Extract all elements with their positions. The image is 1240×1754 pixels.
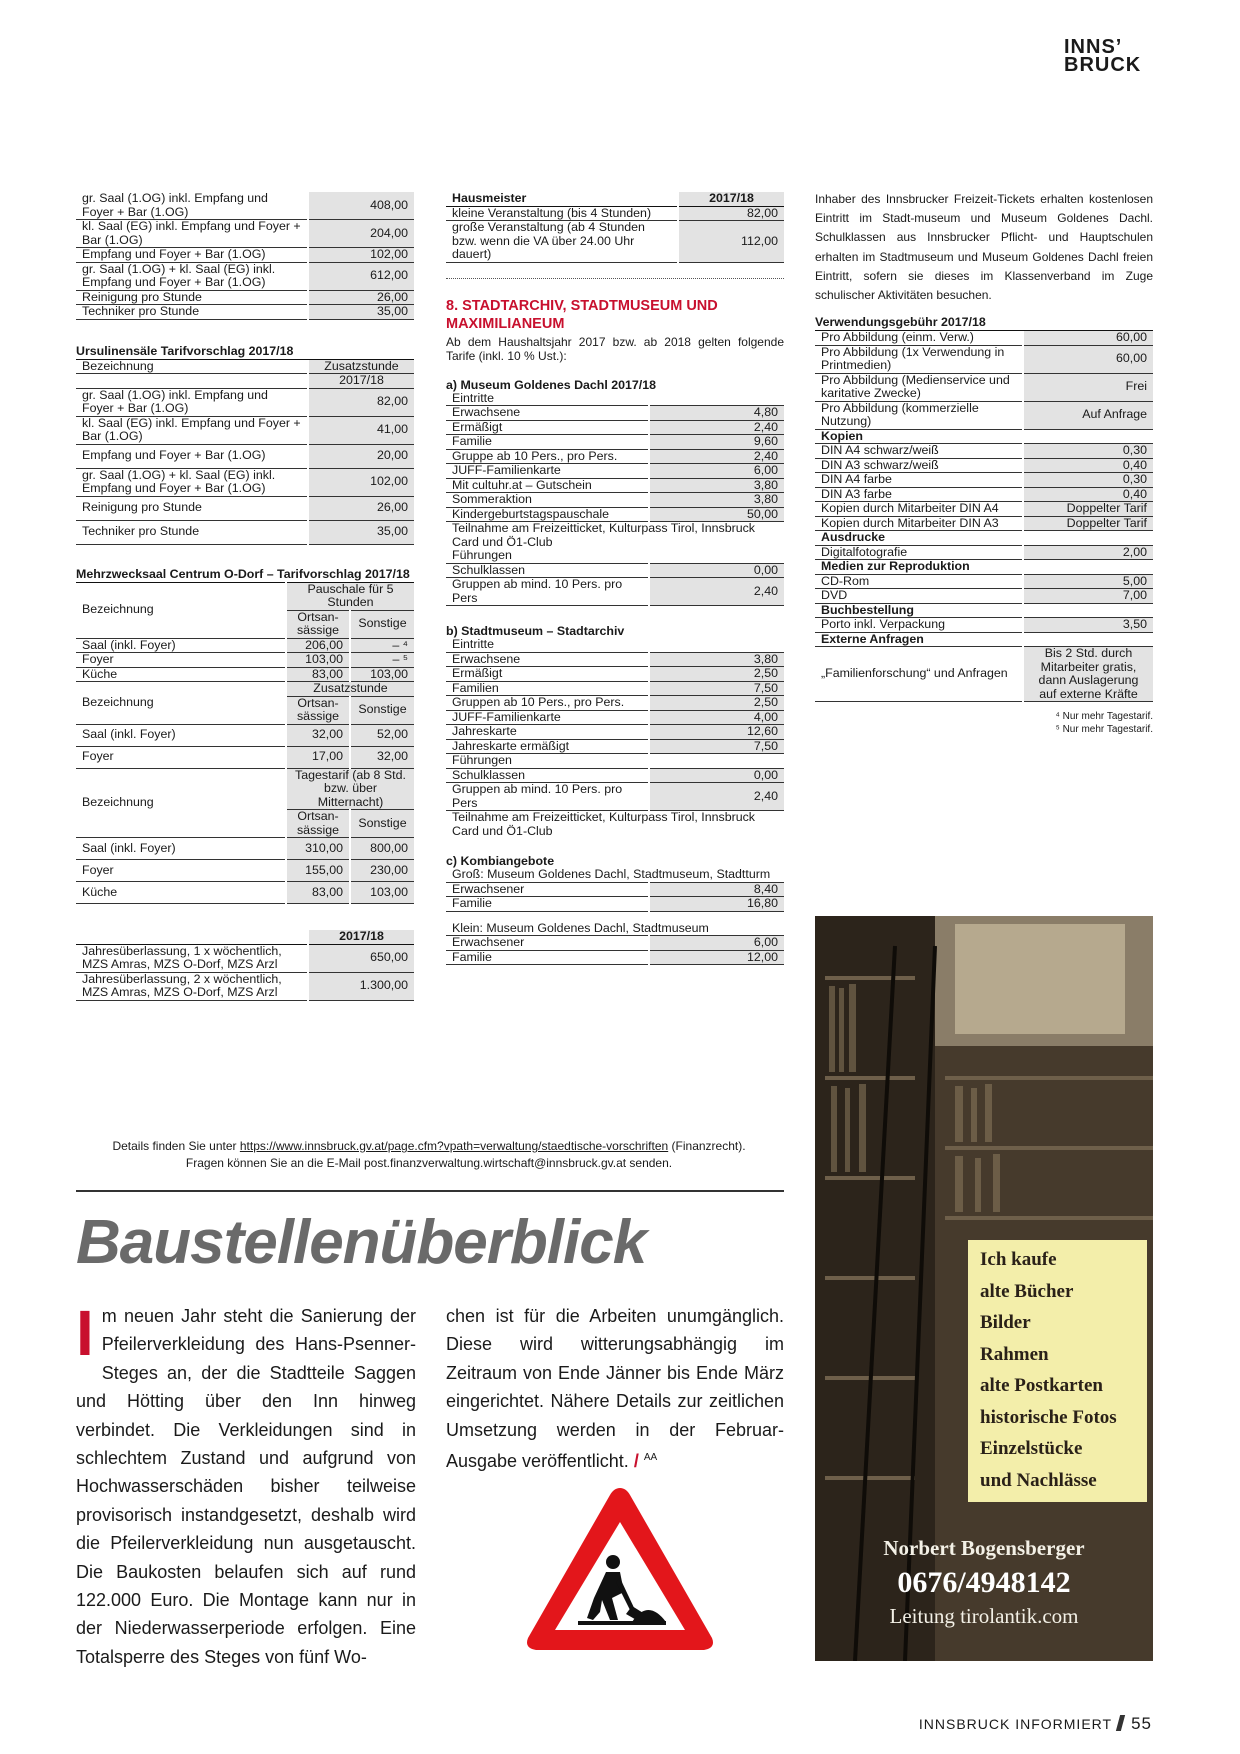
- table-row: [815, 487, 1153, 502]
- row-value: 60,00: [1023, 345, 1153, 373]
- table-row: [76, 944, 414, 972]
- row-value: 12,00: [649, 950, 784, 965]
- section-heading-stadtarchiv: 8. STADTARCHIV, STADTMUSEUM UND MAXIMILIANEUM: [446, 297, 718, 332]
- row-value-sonstige: 52,00: [350, 724, 414, 746]
- table-row: [446, 578, 784, 606]
- group-header: Zusatzstunde: [286, 682, 414, 697]
- row-value: 5,00: [1023, 574, 1153, 589]
- row-label: Saal (inkl. Foyer): [76, 638, 286, 653]
- row-label: Familie: [446, 950, 649, 965]
- table-row: [815, 589, 1153, 604]
- table-row: [76, 667, 414, 682]
- dotted-divider: [446, 263, 784, 279]
- table-row: [76, 290, 414, 305]
- row-value-ortsansaessige: 83,00: [286, 667, 350, 682]
- table-row: [446, 221, 784, 263]
- row-label: kl. Saal (EG) inkl. Empfang und Foyer + Bar (1.OG): [76, 220, 308, 248]
- table-row: [76, 388, 414, 416]
- row-value: 0,40: [1023, 458, 1153, 473]
- row-value: 6,00: [649, 936, 784, 951]
- row-label: Küche: [76, 882, 286, 904]
- row-value-ortsansaessige: 32,00: [286, 724, 350, 746]
- author-initials: AA: [643, 1452, 658, 1464]
- row-value-sonstige: 230,00: [350, 860, 414, 882]
- table-mehrzwecksaal: [76, 582, 414, 905]
- row-label: Familie: [446, 897, 649, 912]
- row-value: 2,50: [649, 667, 784, 682]
- row-label: Pro Abbildung (einm. Verw.): [815, 331, 1023, 345]
- row-value: 204,00: [308, 220, 414, 248]
- row-label: Jahreskarte: [446, 725, 649, 740]
- article-title: Baustellenüberblick: [76, 1208, 647, 1277]
- row-label: Jahreskarte ermäßigt: [446, 739, 649, 754]
- section-intro: Ab dem Haushaltsjahr 2017 bzw. ab 2018 gelten folgende Tarife (inkl. 10 % Ust.):: [446, 334, 784, 363]
- table-row: [76, 653, 414, 668]
- ursulinensaele-title: Ursulinensäle Tarifvorschlag 2017/18: [76, 344, 414, 360]
- row-label: Jahresüberlassung, 1 x wöchentlich, MZS Amras, MZS O-Dorf, MZS Arzl: [76, 944, 308, 972]
- row-label: Kopien durch Mitarbeiter DIN A3: [815, 516, 1023, 531]
- row-label: Reinigung pro Stunde: [76, 290, 308, 305]
- right-column: [815, 190, 1153, 736]
- table-row: [446, 783, 784, 811]
- row-label: Mit cultuhr.at – Gutschein: [446, 478, 649, 493]
- table-row: [76, 305, 414, 320]
- row-label: Pro Abbildung (kommerzielle Nutzung): [815, 401, 1023, 429]
- table-row: [446, 936, 784, 951]
- row-value: 2,40: [649, 449, 784, 464]
- group-header: Pauschale für 5 Stunden: [286, 582, 414, 610]
- row-label: Familien: [446, 681, 649, 696]
- table-row: [76, 860, 414, 882]
- row-value: 2,40: [649, 783, 784, 811]
- row-value: 0,40: [1023, 487, 1153, 502]
- row-label: große Veranstaltung (ab 4 Stunden bzw. wenn die VA über 24.00 Uhr dauert): [446, 221, 678, 263]
- row-label: DIN A3 farbe: [815, 487, 1023, 502]
- row-label: Pro Abbildung (Medienservice und karitative Zwecke): [815, 373, 1023, 401]
- ad-phone[interactable]: 0676/4948142: [897, 1566, 1071, 1599]
- antiquarian-advertisement: [815, 916, 1153, 1661]
- row-value: 112,00: [678, 221, 784, 263]
- row-label: Jahresüberlassung, 2 x wöchentlich, MZS Amras, MZS O-Dorf, MZS Arzl: [76, 972, 308, 1000]
- row-value-sonstige: – ⁵: [350, 653, 414, 668]
- table-ursulinensaele: Bezeichnung Zusatzstunde 2017/18 gr. Saal (1.OG) inkl. Empfang und Foyer + Bar (1.OG) 82,00 kl. Saal (EG) inkl. Empfang und Foyer + Bar (1.OG) 41,00 Empfang und Foyer + Bar (1.OG) 20,00 gr. Saal (1.OG) + kl. Saal (EG) inkl. Empfang und Foyer + Bar (1.OG) 102,00 Reinigung pro Stunde 26,00 Techniker pro Stunde 35,00: [76, 360, 414, 545]
- table-row: [446, 420, 784, 435]
- table-row: [446, 725, 784, 740]
- row-value: 35,00: [308, 305, 414, 320]
- row-label: DIN A4 schwarz/weiß: [815, 444, 1023, 459]
- article-column-1: Im neuen Jahr steht die Sanierung der Pfeilerverkleidung des Hans-Psenner-Steges an, der die Stadtteile Saggen und Hötting über den Inn hinweg verbindet. Die Verkleidungen sind in schlechtem Zustand und aufgrund von Hochwasserschäden bisher teilweise provisorisch instandgesetzt, deshalb wird die Pfeilerverkleidung nun ausgetauscht. Die Baukosten belaufen sich auf rund 122.000 Euro. Die Montage kann nur in der Niederwasserperiode erfolgen. Eine Totalsperre des Steges von fünf Wo-: [76, 1297, 416, 1667]
- innsbruck-logo: INNS’ BRUCK: [1064, 36, 1142, 76]
- row-label: Pro Abbildung (1x Verwendung in Printmedien): [815, 345, 1023, 373]
- row-value: 26,00: [308, 496, 414, 520]
- row-label: Foyer: [76, 860, 286, 882]
- row-label: CD-Rom: [815, 574, 1023, 589]
- table-jahresueberlassung: 2017/18 Jahresüberlassung, 1 x wöchentlich, MZS Amras, MZS O-Dorf, MZS Arzl 650,00 Jahresüberlassung, 2 x wöchentlich, MZS Amras, MZS O-Dorf, MZS Arzl 1.300,00: [76, 930, 414, 1001]
- table-row: [76, 468, 414, 496]
- table-row: [76, 444, 414, 468]
- construction-sign-icon: [520, 1480, 720, 1665]
- page-footer: INNSBRUCK INFORMIERT 55: [918, 1714, 1152, 1733]
- table-row: [815, 473, 1153, 488]
- row-label: Gruppen ab mind. 10 Pers. pro Pers: [446, 783, 649, 811]
- table-row: [76, 496, 414, 520]
- table-row: [815, 502, 1153, 517]
- table-row: [446, 507, 784, 522]
- row-value-sonstige: 103,00: [350, 882, 414, 904]
- row-value: 1.300,00: [308, 972, 414, 1000]
- row-value: Doppelter Tarif: [1023, 516, 1153, 531]
- table-row: [76, 746, 414, 768]
- row-value: Doppelter Tarif: [1023, 502, 1153, 517]
- row-value: 6,00: [649, 464, 784, 479]
- ad-website[interactable]: Leitung tirolantik.com: [889, 1604, 1079, 1628]
- details-link[interactable]: https://www.innsbruck.gv.at/page.cfm?vpath=verwaltung/staedtische-vorschriften: [239, 1139, 669, 1153]
- row-label: Schulklassen: [446, 563, 649, 578]
- column-label: Bezeichnung: [76, 682, 286, 725]
- row-value: 2,50: [649, 696, 784, 711]
- row-value: 3,80: [649, 493, 784, 508]
- left-column: [76, 192, 414, 1001]
- row-value: 82,00: [678, 206, 784, 221]
- row-label: Gruppen ab 10 Pers., pro Pers.: [446, 696, 649, 711]
- table-row: [446, 739, 784, 754]
- table-row: [815, 458, 1153, 473]
- row-label: Küche: [76, 667, 286, 682]
- table-row: [76, 838, 414, 860]
- row-value: 8,40: [649, 882, 784, 897]
- table-row: [446, 563, 784, 578]
- table-row: [446, 493, 784, 508]
- row-value: Auf Anfrage: [1023, 401, 1153, 429]
- table-row: [815, 331, 1153, 345]
- table-row: [446, 882, 784, 897]
- row-label: gr. Saal (1.OG) + kl. Saal (EG) inkl. Empfang und Foyer + Bar (1.OG): [76, 468, 308, 496]
- row-value: 2,40: [649, 578, 784, 606]
- drop-cap: I: [76, 1297, 94, 1369]
- table-row: [446, 478, 784, 493]
- table-row: [76, 416, 414, 444]
- row-value: 102,00: [308, 248, 414, 263]
- row-value: 4,00: [649, 710, 784, 725]
- row-value-sonstige: – ⁴: [350, 638, 414, 653]
- row-value-ortsansaessige: 83,00: [286, 882, 350, 904]
- table-kombiangebote: Groß: Museum Goldenes Dachl, Stadtmuseum, Stadtturm Erwachsener 8,40 Familie 16,80 Klein: Museum Goldenes Dachl, Stadtmuseum Erwachsener 6,00 Familie 12,00: [446, 868, 784, 965]
- group-header-row: [76, 682, 414, 697]
- row-label: Erwachsener: [446, 936, 649, 951]
- row-value: Frei: [1023, 373, 1153, 401]
- table-row: [815, 516, 1153, 531]
- row-value: 0,00: [649, 563, 784, 578]
- column-label: Bezeichnung: [76, 582, 286, 638]
- table-row: [76, 724, 414, 746]
- row-label: kl. Saal (EG) inkl. Empfang und Foyer + Bar (1.OG): [76, 416, 308, 444]
- row-label: Erwachsene: [446, 652, 649, 667]
- row-label: DVD: [815, 589, 1023, 604]
- row-value: 60,00: [1023, 331, 1153, 345]
- row-value: 2,40: [649, 420, 784, 435]
- row-label: Foyer: [76, 746, 286, 768]
- table-row: [446, 681, 784, 696]
- table-row: [76, 882, 414, 904]
- row-label: Gruppe ab 10 Pers., pro Pers.: [446, 449, 649, 464]
- row-value: 9,60: [649, 435, 784, 450]
- row-value-ortsansaessige: 310,00: [286, 838, 350, 860]
- row-value-sonstige: 32,00: [350, 746, 414, 768]
- row-value: 20,00: [308, 444, 414, 468]
- row-label: Schulklassen: [446, 768, 649, 783]
- row-value: 7,00: [1023, 589, 1153, 604]
- row-value: 12,60: [649, 725, 784, 740]
- museum-goldenes-dachl-title: a) Museum Goldenes Dachl 2017/18: [446, 377, 657, 392]
- footnotes: ⁴ Nur mehr Tagestarif. ⁵ Nur mehr Tagestarif.: [1055, 711, 1153, 736]
- table-row: [815, 401, 1153, 429]
- row-label: Empfang und Foyer + Bar (1.OG): [76, 444, 308, 468]
- table-row: [76, 248, 414, 263]
- table-row: [446, 667, 784, 682]
- ad-text-box: Ich kaufe alte Bücher Bilder Rahmen alte Postkarten historische Fotos Einzelstücke und Nachlässe: [968, 1240, 1147, 1502]
- stadtmuseum-title: b) Stadtmuseum – Stadtarchiv: [446, 624, 625, 638]
- row-label: Ermäßigt: [446, 420, 649, 435]
- row-label: JUFF-Familienkarte: [446, 710, 649, 725]
- row-value-ortsansaessige: 17,00: [286, 746, 350, 768]
- table-hausmeister: Hausmeister 2017/18 kleine Veranstaltung (bis 4 Stunden) 82,00 große Veranstaltung (ab 4 Stunden bzw. wenn die VA über 24.00 Uhr dauert) 112,00: [446, 192, 784, 263]
- middle-column: [446, 192, 784, 965]
- group-header: Tagestarif (ab 8 Std. bzw. über Mitternacht): [286, 768, 414, 810]
- row-label: gr. Saal (1.OG) inkl. Empfang und Foyer + Bar (1.OG): [76, 388, 308, 416]
- row-value: 3,80: [649, 478, 784, 493]
- row-label: Familie: [446, 435, 649, 450]
- row-value: 408,00: [308, 192, 414, 220]
- row-value: 102,00: [308, 468, 414, 496]
- table-row: [446, 406, 784, 421]
- mehrzwecksaal-title: Mehrzwecksaal Centrum O-Dorf – Tarifvorschlag 2017/18: [76, 566, 410, 581]
- row-label: Ermäßigt: [446, 667, 649, 682]
- row-label: Saal (inkl. Foyer): [76, 838, 286, 860]
- row-label: Kindergeburtstagspauschale: [446, 507, 649, 522]
- row-label: Techniker pro Stunde: [76, 305, 308, 320]
- table-row: [446, 449, 784, 464]
- row-label: Techniker pro Stunde: [76, 520, 308, 544]
- ad-name: Norbert Bogensberger: [883, 1536, 1085, 1560]
- row-value: 16,80: [649, 897, 784, 912]
- freizeitticket-note: Inhaber des Innsbrucker Freizeit-Tickets erhalten kostenlosen Eintritt im Stadt-museum und Museum Goldenes Dachl. Schulklassen aus Innsbrucker Pflicht- und Hauptschulen erhalten im Stadtmuseum und Museum Goldenes Dachl freien Eintritt, sofern sie dieses im Klassenverband im Zuge schulischer Aktivitäten besuchen.: [815, 192, 1153, 303]
- row-value-sonstige: 103,00: [350, 667, 414, 682]
- end-mark: /: [633, 1451, 639, 1472]
- article-column-2: chen ist für die Arbeiten unumgänglich. Diese wird witterungsabhängig im Zeitraum von Ende Jänner bis Ende März eingerichtet. Nähere Details zur zeitlichen Umsetzung werden in der Februar-Ausgabe veröffentlicht. / $^{AA}$: [446, 1306, 784, 1472]
- table-row: [76, 220, 414, 248]
- row-value: 7,50: [649, 739, 784, 754]
- row-label: Sommeraktion: [446, 493, 649, 508]
- row-value: 650,00: [308, 944, 414, 972]
- row-value: 0,00: [649, 768, 784, 783]
- row-value: 7,50: [649, 681, 784, 696]
- section-rule: [76, 1190, 784, 1192]
- table-row: [446, 435, 784, 450]
- group-header-row: [76, 582, 414, 610]
- table-row: [76, 638, 414, 653]
- row-label: gr. Saal (1.OG) + kl. Saal (EG) inkl. Empfang und Foyer + Bar (1.OG): [76, 262, 308, 290]
- column-label: Bezeichnung: [76, 768, 286, 838]
- row-label: DIN A3 schwarz/weiß: [815, 458, 1023, 473]
- row-label: gr. Saal (1.OG) inkl. Empfang und Foyer + Bar (1.OG): [76, 192, 308, 220]
- row-value-sonstige: 800,00: [350, 838, 414, 860]
- table-stadtmuseum: Eintritte Erwachsene 3,80 Ermäßigt 2,50 Familien 7,50 Gruppen ab 10 Pers., pro Pers. 2,50 JUFF-Familienkarte 4,00 Jahreskarte 12,60 Jahreskarte ermäßigt 7,50 Führungen Schulklassen 0,00 Gruppen ab mind. 10 Pers. pro Pers 2,40 Teilnahme am Freizeitticket, Kulturpass Tirol, Innsbruck Card und Ö1-Club: [446, 638, 784, 838]
- table-row: [446, 768, 784, 783]
- row-value: 50,00: [649, 507, 784, 522]
- row-value: 41,00: [308, 416, 414, 444]
- row-label: Kopien durch Mitarbeiter DIN A4: [815, 502, 1023, 517]
- subheader-ortsansaessige: Ortsan-sässige: [286, 610, 350, 638]
- subheader-ortsansaessige: Ortsan-sässige: [286, 810, 350, 838]
- row-value: 35,00: [308, 520, 414, 544]
- row-label: Foyer: [76, 653, 286, 668]
- table-row: [815, 444, 1153, 459]
- page-number: 55: [1131, 1714, 1152, 1733]
- table-row: [446, 710, 784, 725]
- row-value: 4,80: [649, 406, 784, 421]
- row-value: 82,00: [308, 388, 414, 416]
- table-row: [446, 897, 784, 912]
- footer-divider: [1116, 1715, 1125, 1731]
- table-row: [446, 950, 784, 965]
- subheader-ortsansaessige: Ortsan-sässige: [286, 696, 350, 724]
- row-value: 0,30: [1023, 473, 1153, 488]
- table-row: [76, 262, 414, 290]
- table-row: [446, 652, 784, 667]
- table-goldenes-dachl: Eintritte Erwachsene 4,80 Ermäßigt 2,40 Familie 9,60 Gruppe ab 10 Pers., pro Pers. 2,40 JUFF-Familienkarte 6,00 Mit cultuhr.at – Gutschein 3,80 Sommeraktion 3,80 Kindergeburtstagspauschale 50,00 Teilnahme am Freizeitticket, Kulturpass Tirol, Innsbruck Card und Ö1-Club Führungen Schulklassen 0,00 Gruppen ab mind. 10 Pers. pro Pers 2,40: [446, 392, 784, 607]
- table-row: [446, 696, 784, 711]
- row-value: 612,00: [308, 262, 414, 290]
- table-row: [76, 520, 414, 544]
- row-label: JUFF-Familienkarte: [446, 464, 649, 479]
- kombiangebote-title: c) Kombiangebote: [446, 854, 555, 868]
- verwendungsgebuehr-title: Verwendungsgebühr 2017/18: [815, 315, 1153, 331]
- table-row: [446, 464, 784, 479]
- row-value: 0,30: [1023, 444, 1153, 459]
- table-row: [815, 373, 1153, 401]
- row-label: Saal (inkl. Foyer): [76, 724, 286, 746]
- row-value-ortsansaessige: 206,00: [286, 638, 350, 653]
- table-row: [76, 972, 414, 1000]
- table-row: [446, 206, 784, 221]
- subheader-sonstige: Sonstige: [350, 696, 414, 724]
- row-value: 26,00: [308, 290, 414, 305]
- subheader-sonstige: Sonstige: [350, 610, 414, 638]
- row-label: Reinigung pro Stunde: [76, 496, 308, 520]
- row-value: 3,80: [649, 652, 784, 667]
- row-label: Empfang und Foyer + Bar (1.OG): [76, 248, 308, 263]
- row-label: Erwachsener: [446, 882, 649, 897]
- row-label: Erwachsene: [446, 406, 649, 421]
- row-label: DIN A4 farbe: [815, 473, 1023, 488]
- subheader-sonstige: Sonstige: [350, 810, 414, 838]
- table-row: [815, 345, 1153, 373]
- details-note: Details finden Sie unter https://www.innsbruck.gv.at/page.cfm?vpath=verwaltung/staedtische-vorschriften (Finanzrecht). Fragen können Sie an die E-Mail post.finanzverwaltung.wirtschaft@innsbruck.gv.at senden.: [112, 1139, 746, 1170]
- row-label: kleine Veranstaltung (bis 4 Stunden): [446, 206, 678, 221]
- group-header-row: [76, 768, 414, 810]
- table-row: [815, 574, 1153, 589]
- row-label: Gruppen ab mind. 10 Pers. pro Pers: [446, 578, 649, 606]
- row-value-ortsansaessige: 155,00: [286, 860, 350, 882]
- table-verwendungsgebuehr: Pro Abbildung (einm. Verw.) 60,00 Pro Abbildung (1x Verwendung in Printmedien) 60,00 Pro Abbildung (Medienservice und karitative Zwecke) Frei Pro Abbildung (kommerzielle Nutzung) Auf Anfrage Kopien DIN A4 schwarz/weiß 0,30 DIN A3 schwarz/weiß 0,40 DIN A4 farbe 0,30 DIN A3 farbe 0,40 Kopien durch Mitarbeiter DIN A4 Doppelter Tarif Kopien durch Mitarbeiter DIN A3 Doppelter Tarif Ausdrucke Digitalfotografie 2,00 Medien zur Reproduktion CD-Rom 5,00 DVD 7,00 Buchbestellung Porto inkl. Verpackung 3,50 Externe Anfragen „Familienforschung“ und Anfragen Bis 2 Std. durch Mitarbeiter gratis, dann Auslagerung auf externe Kräfte: [815, 331, 1153, 702]
- table-row: [76, 192, 414, 220]
- table-saal-tarife: [76, 192, 414, 320]
- row-value-ortsansaessige: 103,00: [286, 653, 350, 668]
